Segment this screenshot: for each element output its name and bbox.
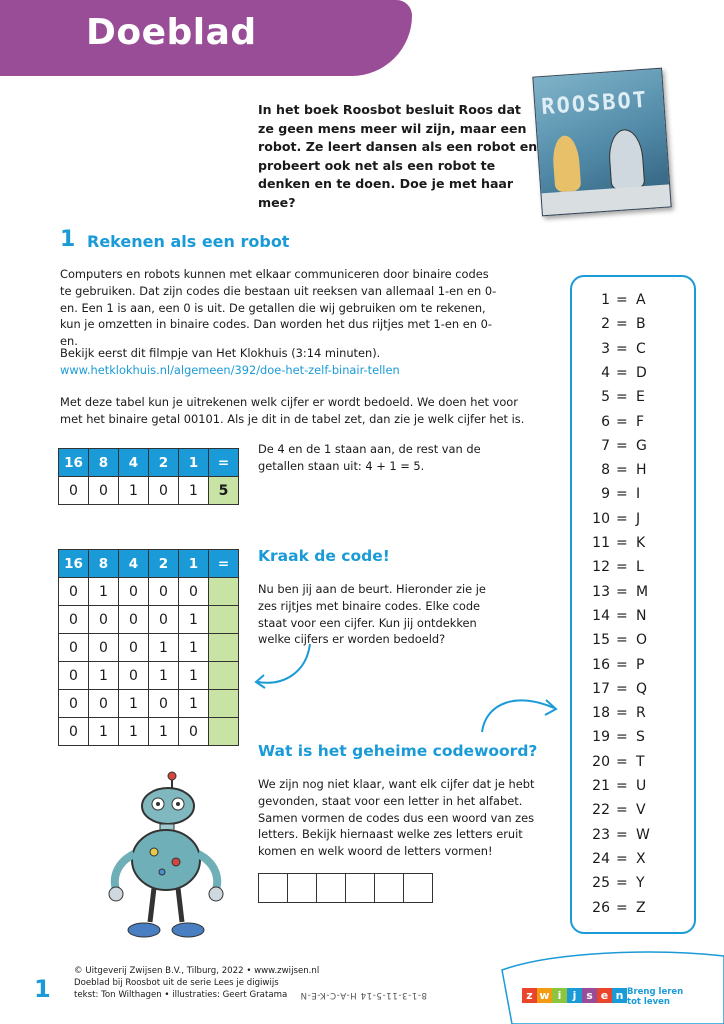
- upside-down-answer: 8-1-3-11-5-14 H-A-C-K-E-N: [300, 990, 428, 1000]
- bit-cell: 0: [149, 578, 179, 606]
- alphabet-panel: [570, 275, 696, 934]
- codewoord-text: We zijn nog niet klaar, want elk cijfer dat je hebt gevonden, staat voor een letter in het alfabet. Samen vormen de codes dus een woord van zes letters. Bekijk hiernaast welke zes letters eruit komen en welk woord de letters vormen!: [258, 777, 535, 859]
- equals-sign: =: [616, 389, 628, 406]
- alphabet-row: [572, 365, 694, 389]
- alphabet-row: [572, 827, 694, 851]
- letter-box[interactable]: [258, 873, 288, 903]
- kraak-text: Nu ben jij aan de beurt. Hieronder zie je zes rijtjes met binaire codes. Elke code staat voor een cijfer. Kun jij ontdekken welke cijfers er worden bedoeld?: [258, 582, 486, 647]
- alphabet-number: 10: [592, 510, 610, 527]
- bit-cell: 1: [149, 718, 179, 746]
- header-cell: 4: [119, 449, 149, 477]
- equals-sign: =: [616, 583, 628, 600]
- bit-cell: 0: [89, 690, 119, 718]
- alphabet-letter: N: [636, 607, 647, 624]
- answer-cell[interactable]: [209, 578, 239, 606]
- letter-box[interactable]: [345, 873, 375, 903]
- logo-letter: i: [552, 988, 567, 1003]
- answer-cell[interactable]: [209, 690, 239, 718]
- alphabet-row: [572, 584, 694, 608]
- bit-cell: 0: [119, 606, 149, 634]
- alphabet-letter: E: [636, 389, 645, 406]
- equals-sign: =: [616, 340, 628, 357]
- alphabet-row: [572, 705, 694, 729]
- answer-cell[interactable]: [209, 718, 239, 746]
- alphabet-letter: H: [636, 462, 647, 479]
- bit-cell: 1: [179, 477, 209, 505]
- code-binary-table: [58, 549, 239, 746]
- alphabet-number: 25: [592, 875, 610, 892]
- alphabet-row: [572, 802, 694, 826]
- alphabet-row: [572, 632, 694, 656]
- table-row: [59, 718, 239, 746]
- alphabet-letter: U: [636, 778, 647, 794]
- alphabet-row: [572, 438, 694, 462]
- letter-box[interactable]: [287, 873, 317, 903]
- alphabet-number: 6: [601, 413, 610, 430]
- alphabet-number: 13: [592, 583, 610, 600]
- header-cell: 8: [89, 449, 119, 477]
- alphabet-row: [572, 535, 694, 559]
- alphabet-letter: M: [636, 583, 649, 600]
- bit-cell: 0: [149, 606, 179, 634]
- equals-sign: =: [616, 802, 628, 819]
- bit-cell: 0: [59, 662, 89, 690]
- letter-box[interactable]: [316, 873, 346, 903]
- header-cell: 16: [59, 449, 89, 477]
- alphabet-row: [572, 608, 694, 632]
- table-row: [59, 578, 239, 606]
- bit-cell: 1: [149, 662, 179, 690]
- alphabet-row: [572, 486, 694, 510]
- bit-cell: 0: [179, 578, 209, 606]
- alphabet-row: [572, 778, 694, 802]
- alphabet-number: 11: [592, 535, 610, 551]
- alphabet-row: [572, 681, 694, 705]
- alphabet-number: 3: [601, 340, 610, 357]
- section-paragraph-2: Bekijk eerst dit filmpje van Het Klokhuis (3:14 minuten).: [60, 346, 381, 360]
- curved-arrow-icon: [478, 688, 564, 738]
- section-number: 1: [60, 227, 76, 252]
- tagline-line-2: tot leven: [627, 997, 670, 1007]
- alphabet-letter: S: [636, 729, 645, 746]
- bit-cell: 0: [89, 606, 119, 634]
- zwijsen-logo: [492, 950, 724, 1024]
- example-binary-table: [58, 448, 239, 505]
- alphabet-row: [572, 316, 694, 340]
- logo-letter: w: [537, 988, 552, 1003]
- tagline-line-1: Breng leren: [627, 987, 684, 997]
- alphabet-row: [572, 292, 694, 316]
- bit-cell: 1: [89, 662, 119, 690]
- alphabet-number: 7: [601, 437, 610, 454]
- bit-cell: 0: [149, 477, 179, 505]
- alphabet-letter: A: [636, 292, 646, 308]
- equals-sign: =: [616, 607, 628, 624]
- curved-arrow-icon: [248, 640, 318, 694]
- alphabet-letter: K: [636, 535, 646, 551]
- equals-sign: =: [616, 510, 628, 527]
- equals-sign: =: [616, 778, 628, 794]
- bit-cell: 1: [89, 718, 119, 746]
- klokhuis-link[interactable]: www.hetklokhuis.nl/algemeen/392/doe-het-zelf-binair-tellen: [60, 363, 400, 377]
- alphabet-letter: G: [636, 437, 647, 454]
- alphabet-number: 20: [592, 753, 610, 770]
- bit-cell: 1: [119, 690, 149, 718]
- alphabet-row: [572, 511, 694, 535]
- alphabet-letter: I: [636, 486, 641, 503]
- header-cell: =: [209, 550, 239, 578]
- header-banner: [0, 0, 412, 76]
- page-number: 1: [34, 975, 51, 1003]
- alphabet-number: 16: [592, 656, 610, 673]
- logo-letter: z: [522, 988, 537, 1003]
- alphabet-row: [572, 462, 694, 486]
- alphabet-row: [572, 657, 694, 681]
- table-row: [59, 662, 239, 690]
- alphabet-letter: Q: [636, 680, 648, 697]
- footer-line-3: tekst: Ton Wilthagen • illustraties: Geert Gratama: [74, 990, 288, 1001]
- equals-sign: =: [616, 632, 628, 649]
- robot-illustration: [96, 770, 232, 948]
- equals-sign: =: [616, 875, 628, 892]
- answer-cell[interactable]: [209, 662, 239, 690]
- bit-cell: 0: [119, 578, 149, 606]
- header-cell: 16: [59, 550, 89, 578]
- alphabet-number: 14: [592, 607, 610, 624]
- bit-cell: 0: [59, 606, 89, 634]
- bit-cell: 0: [119, 634, 149, 662]
- cover-title: ROOSBOT: [540, 87, 649, 121]
- bit-cell: 1: [149, 634, 179, 662]
- result-cell: 5: [209, 477, 239, 505]
- logo-letter: s: [582, 988, 597, 1003]
- alphabet-letter: Y: [636, 875, 645, 892]
- alphabet-letter: F: [636, 413, 645, 430]
- codewoord-title: Wat is het geheime codewoord?: [258, 742, 538, 760]
- equals-sign: =: [616, 535, 628, 551]
- bit-cell: 1: [89, 578, 119, 606]
- alphabet-letter: B: [636, 316, 646, 333]
- table-row: [59, 690, 239, 718]
- alphabet-row: [572, 729, 694, 753]
- equals-sign: =: [616, 486, 628, 503]
- bit-cell: 0: [119, 662, 149, 690]
- alphabet-letter: X: [636, 850, 646, 867]
- example-note: De 4 en de 1 staan aan, de rest van de getallen staan uit: 4 + 1 = 5.: [258, 442, 481, 473]
- header-cell: 2: [149, 449, 179, 477]
- alphabet-letter: P: [636, 656, 645, 673]
- header-cell: 2: [149, 550, 179, 578]
- footer-line-2: Doeblad bij Roosbot uit de serie Lees je digiwijs: [74, 978, 279, 989]
- equals-sign: =: [616, 729, 628, 746]
- alphabet-letter: L: [636, 559, 644, 576]
- alphabet-row: [572, 900, 694, 924]
- bit-cell: 0: [59, 578, 89, 606]
- alphabet-number: 17: [592, 680, 610, 697]
- letter-box[interactable]: [374, 873, 404, 903]
- answer-cell[interactable]: [209, 606, 239, 634]
- alphabet-number: 5: [601, 389, 610, 406]
- bit-cell: 0: [59, 634, 89, 662]
- alphabet-row: [572, 875, 694, 899]
- header-cell: 1: [179, 550, 209, 578]
- bit-cell: 1: [119, 477, 149, 505]
- letter-box[interactable]: [403, 873, 433, 903]
- table-row: [59, 477, 239, 505]
- cover-figure: [551, 135, 581, 193]
- equals-sign: =: [616, 413, 628, 430]
- alphabet-number: 21: [592, 778, 610, 794]
- alphabet-number: 18: [592, 705, 610, 722]
- equals-sign: =: [616, 364, 628, 381]
- alphabet-letter: J: [636, 510, 641, 527]
- header-cell: 4: [119, 550, 149, 578]
- table-row: [59, 606, 239, 634]
- logo-letter: j: [567, 988, 582, 1003]
- footer-line-1: © Uitgeverij Zwijsen B.V., Tilburg, 2022 • www.zwijsen.nl: [74, 966, 320, 976]
- bit-cell: 1: [179, 634, 209, 662]
- alphabet-number: 24: [592, 850, 610, 867]
- alphabet-letter: R: [636, 705, 646, 722]
- bit-cell: 0: [179, 718, 209, 746]
- alphabet-row: [572, 851, 694, 875]
- bit-cell: 0: [89, 477, 119, 505]
- equals-sign: =: [616, 680, 628, 697]
- alphabet-number: 1: [601, 292, 610, 308]
- alphabet-number: 19: [592, 729, 610, 746]
- section-paragraph-3: Met deze tabel kun je uitrekenen welk cijfer er wordt bedoeld. We doen het voor met het binaire getal 00101. Als je dit in de tabel zet, dan zie je welk cijfer het is.: [60, 395, 525, 426]
- alphabet-number: 9: [601, 486, 610, 503]
- alphabet-row: [572, 389, 694, 413]
- equals-sign: =: [616, 826, 628, 843]
- page-title: Doeblad: [86, 12, 257, 53]
- table-header-row: [59, 449, 239, 477]
- alphabet-letter: T: [636, 753, 645, 770]
- bit-cell: 0: [59, 477, 89, 505]
- alphabet-letter: D: [636, 364, 647, 381]
- equals-sign: =: [616, 292, 628, 308]
- bit-cell: 1: [179, 606, 209, 634]
- logo-letter: n: [612, 988, 627, 1003]
- alphabet-number: 2: [601, 316, 610, 333]
- alphabet-number: 26: [592, 899, 610, 916]
- equals-sign: =: [616, 656, 628, 673]
- bit-cell: 1: [179, 662, 209, 690]
- bit-cell: 1: [179, 690, 209, 718]
- codeword-answer-boxes: [258, 873, 432, 903]
- alphabet-letter: C: [636, 340, 646, 357]
- alphabet-letter: Z: [636, 899, 646, 916]
- header-cell: 8: [89, 550, 119, 578]
- tagline: [627, 987, 683, 1007]
- footer-credits: [74, 965, 319, 1002]
- bit-cell: 1: [119, 718, 149, 746]
- alphabet-number: 22: [592, 802, 610, 819]
- equals-sign: =: [616, 462, 628, 479]
- equals-sign: =: [616, 437, 628, 454]
- bit-cell: 0: [59, 690, 89, 718]
- table-header-row: [59, 550, 239, 578]
- equals-sign: =: [616, 850, 628, 867]
- cover-robot: [607, 128, 645, 190]
- bit-cell: 0: [59, 718, 89, 746]
- alphabet-row: [572, 559, 694, 583]
- alphabet-letter: V: [636, 802, 646, 819]
- alphabet-row: [572, 341, 694, 365]
- alphabet-number: 4: [601, 364, 610, 381]
- intro-text: In het boek Roosbot besluit Roos dat ze geen mens meer wil zijn, maar een robot. Ze leert dansen als een robot en probeert ook net als een robot te denken en te doen. Doe je met haar mee?: [258, 102, 538, 210]
- answer-cell[interactable]: [209, 634, 239, 662]
- equals-sign: =: [616, 705, 628, 722]
- alphabet-row: [572, 754, 694, 778]
- alphabet-letter: W: [636, 826, 650, 843]
- alphabet-row: [572, 414, 694, 438]
- book-cover-image: [532, 68, 671, 217]
- header-cell: 1: [179, 449, 209, 477]
- bit-cell: 0: [149, 690, 179, 718]
- equals-sign: =: [616, 559, 628, 576]
- table-row: [59, 634, 239, 662]
- equals-sign: =: [616, 899, 628, 916]
- bit-cell: 0: [89, 634, 119, 662]
- section-paragraph-1: Computers en robots kunnen met elkaar communiceren door binaire codes te gebruiken. Dat zijn codes die bestaan uit reeksen van allemaal 1-en en 0-en. Een 1 is aan, een 0 is uit. De getallen die wij gebruiken om te rekenen, kun je omzetten in binaire codes. Dan worden het dus rijtjes met 1-en en 0-en.: [60, 267, 497, 349]
- section-title: Rekenen als een robot: [87, 232, 290, 251]
- logo-letter: e: [597, 988, 612, 1003]
- alphabet-number: 23: [592, 826, 610, 843]
- header-cell: =: [209, 449, 239, 477]
- alphabet-number: 8: [601, 462, 610, 479]
- equals-sign: =: [616, 316, 628, 333]
- equals-sign: =: [616, 753, 628, 770]
- alphabet-number: 15: [592, 632, 610, 649]
- alphabet-number: 12: [592, 559, 610, 576]
- kraak-title: Kraak de code!: [258, 547, 390, 565]
- alphabet-letter: O: [636, 632, 648, 649]
